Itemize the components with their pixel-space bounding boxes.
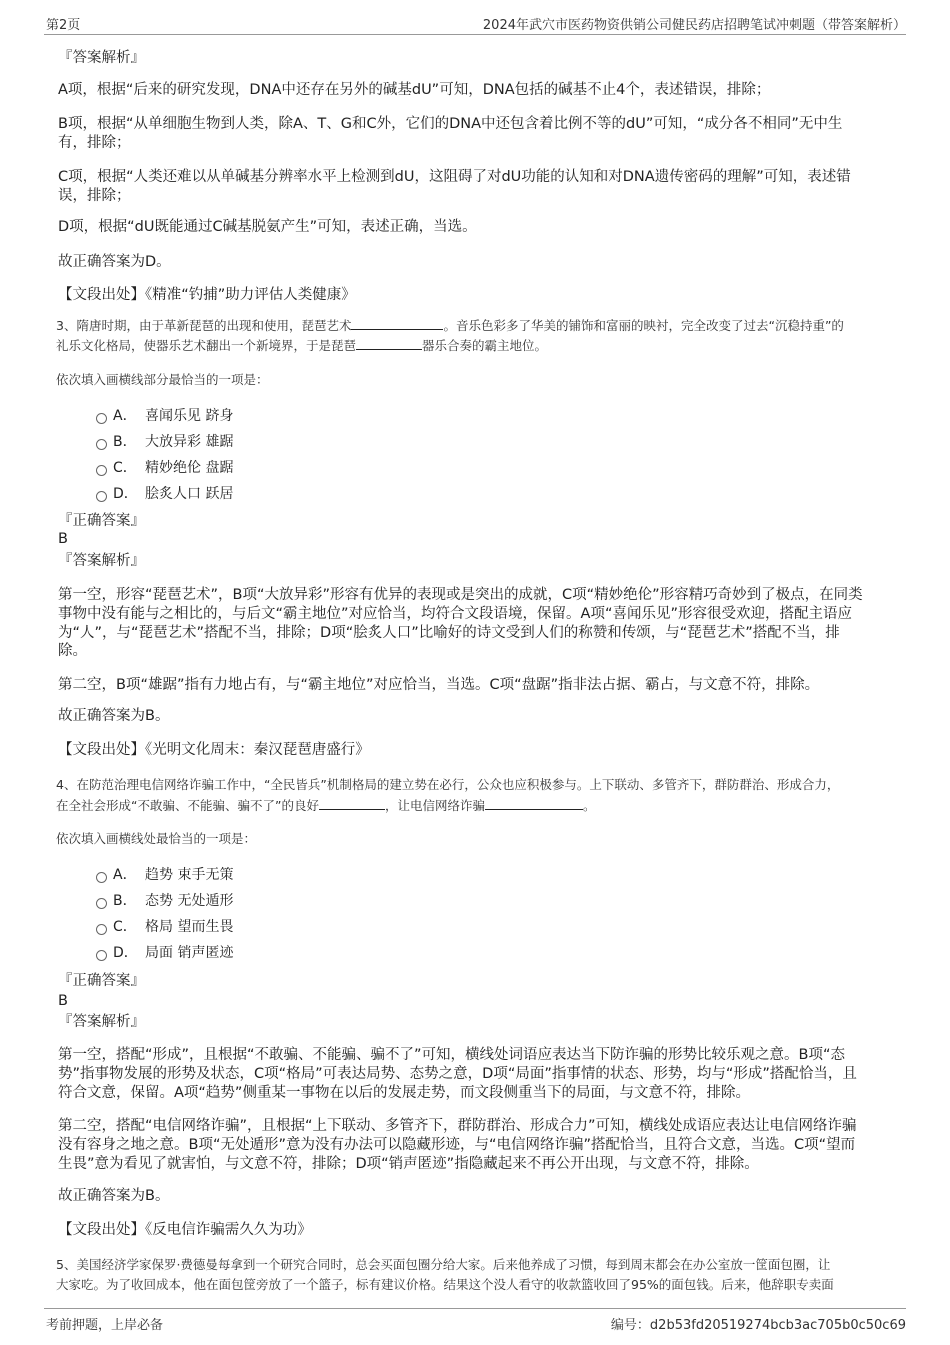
q3-answer: B bbox=[58, 531, 68, 547]
q4-analysis-p1-l1: 第一空，搭配“形成”，且根据“不敢骗、不能骗、骗不了”可知，横线处词语应表达当下防诈骗的形势比较乐观之意。B项“态 bbox=[58, 1047, 846, 1063]
q4-stem-line1: 4、在防范治理电信网络诈骗工作中，“全民皆兵”机制格局的建立势在必行，公众也应积极参与。上下联动、多管齐下，群防群治、形成合力， bbox=[56, 777, 840, 792]
q4-prompt: 依次填入画横线处最恰当的一项是： bbox=[56, 831, 257, 846]
q4-option-a[interactable]: A． 趋势 束手无策 bbox=[96, 864, 233, 884]
q4-analysis-p2-l1: 第二空，搭配“电信网络诈骗”，且根据“上下联动、多管齐下，群防群治、形成合力”可知，横线处成语应表达让电信网络诈骗 bbox=[58, 1118, 857, 1134]
radio-icon[interactable] bbox=[96, 465, 107, 476]
footer-code: 编号：d2b53fd20519274bcb3ac705b0c50c69 bbox=[610, 1318, 906, 1333]
q3-answer-heading: 『正确答案』 bbox=[58, 513, 145, 529]
q3-blank-1 bbox=[351, 315, 443, 330]
document-title: 2024年武穴市医药物资供销公司健民药店招聘笔试冲刺题（带答案解析） bbox=[482, 18, 906, 33]
q3-blank-2 bbox=[356, 335, 422, 350]
q4-source: 【文段出处】《反电信诈骗需久久为功》 bbox=[58, 1222, 312, 1238]
q3-analysis-p2: 第二空，B项“雄踞”指有力地占有，与“霸主地位”对应恰当，当选。C项“盘踞”指非法占据、霸占，与文意不符，排除。 bbox=[58, 677, 820, 693]
q4-analysis-p2-l2: 没有容身之地之意。B项“无处遁形”意为没有办法可以隐藏形迹，与“电信网络诈骗”搭配恰当，且符合文意，当选。C项“望而 bbox=[58, 1137, 856, 1153]
q2-analysis-b2: 有，排除； bbox=[58, 135, 131, 151]
q4-conclusion: 故正确答案为B。 bbox=[58, 1188, 170, 1204]
q3-analysis-heading: 『答案解析』 bbox=[58, 553, 145, 569]
q4-blank-1 bbox=[319, 795, 385, 810]
page-number: 第2页 bbox=[46, 18, 81, 33]
q4-analysis-p1-l3: 符合文意，保留。A项“趋势”侧重某一事物在以后的发展走势，而文段侧重当下的局面，与文意不符，排除。 bbox=[58, 1085, 750, 1101]
q2-analysis-a: A项，根据“后来的研究发现，DNA中还存在另外的碱基dU”可知，DNA包括的碱基不止4个，表述错误，排除； bbox=[58, 82, 771, 98]
radio-icon[interactable] bbox=[96, 872, 107, 883]
footer-slogan: 考前押题，上岸必备 bbox=[46, 1318, 164, 1333]
q5-stem-line2: 大家吃。为了收回成本，他在面包筐旁放了一个篮子，标有建议价格。结果这个没人看守的收款篮收回了95%的面包钱。后来，他辞职专卖面 bbox=[56, 1277, 834, 1292]
q4-answer-heading: 『正确答案』 bbox=[58, 973, 145, 989]
q3-source: 【文段出处】《光明文化周末：秦汉琵琶唐盛行》 bbox=[58, 742, 370, 758]
q2-source: 【文段出处】《精准“钓捕”助力评估人类健康》 bbox=[58, 287, 356, 303]
q3-analysis-p1-l4: 除。 bbox=[58, 643, 87, 659]
footer-divider bbox=[44, 1308, 906, 1309]
q3-analysis-p1-l1: 第一空，形容“琵琶艺术”，B项“大放异彩”形容有优异的表现或是突出的成就，C项“精妙绝伦”形容精巧奇妙到了极点，在同类 bbox=[58, 587, 863, 603]
q2-analysis-c2: 误，排除； bbox=[58, 188, 131, 204]
q4-option-b[interactable]: B． 态势 无处遁形 bbox=[96, 890, 233, 910]
q3-option-d[interactable]: D． 脍炙人口 跃居 bbox=[96, 483, 233, 503]
q4-analysis-heading: 『答案解析』 bbox=[58, 1014, 145, 1030]
q3-analysis-p1-l2: 事物中没有能与之相比的，与后文“霸主地位”对应恰当，均符合文段语境，保留。A项“喜闻乐见”形容很受欢迎，搭配主语应 bbox=[58, 606, 852, 622]
radio-icon[interactable] bbox=[96, 413, 107, 424]
q2-analysis-heading: 『答案解析』 bbox=[58, 50, 145, 66]
q3-prompt: 依次填入画横线部分最恰当的一项是： bbox=[56, 372, 269, 387]
q5-stem-line1: 5、美国经济学家保罗·费德曼每拿到一个研究合同时，总会买面包圈分给大家。后来他养成了习惯，每到周末都会在办公室放一筐面包圈，让 bbox=[56, 1257, 831, 1272]
radio-icon[interactable] bbox=[96, 950, 107, 961]
q3-option-a[interactable]: A． 喜闻乐见 跻身 bbox=[96, 405, 233, 425]
q3-analysis-p1-l3: 为“人”，与“琵琶艺术”搭配不当，排除；D项“脍炙人口”比喻好的诗文受到人们的称赞和传颂，与“琵琶艺术”搭配不当，排 bbox=[58, 625, 840, 641]
q2-analysis-c1: C项，根据“人类还难以从单碱基分辨率水平上检测到dU，这阻碍了对dU功能的认知和对DNA遗传密码的理解”可知，表述错 bbox=[58, 169, 851, 185]
radio-icon[interactable] bbox=[96, 491, 107, 502]
q3-conclusion: 故正确答案为B。 bbox=[58, 708, 170, 724]
radio-icon[interactable] bbox=[96, 924, 107, 935]
q4-option-c[interactable]: C． 格局 望而生畏 bbox=[96, 916, 233, 936]
q2-analysis-d: D项，根据“dU既能通过C碱基脱氨产生”可知，表述正确，当选。 bbox=[58, 219, 477, 235]
radio-icon[interactable] bbox=[96, 439, 107, 450]
q3-option-b[interactable]: B． 大放异彩 雄踞 bbox=[96, 431, 233, 451]
header-divider bbox=[44, 34, 906, 35]
q4-blank-2 bbox=[485, 795, 583, 810]
radio-icon[interactable] bbox=[96, 898, 107, 909]
q3-stem-line1: 3、隋唐时期，由于革新琵琶的出现和使用，琵琶艺术 。音乐色彩多了华美的铺饰和富丽的映衬，完全改变了过去“沉稳持重”的 bbox=[56, 315, 844, 336]
q4-analysis-p2-l3: 生畏”意为看见了就害怕，与文意不符，排除；D项“销声匿迹”指隐藏起来不再公开出现，与文意不符，排除。 bbox=[58, 1156, 759, 1172]
q3-option-c[interactable]: C． 精妙绝伦 盘踞 bbox=[96, 457, 233, 477]
q2-conclusion: 故正确答案为D。 bbox=[58, 254, 171, 270]
q4-option-d[interactable]: D． 局面 销声匿迹 bbox=[96, 942, 233, 962]
q4-stem-line2: 在全社会形成“不敢骗、不能骗、骗不了”的良好 ，让电信网络诈骗 。 bbox=[56, 795, 595, 816]
q3-stem-line2: 礼乐文化格局，使器乐艺术翻出一个新境界，于是琵琶 器乐合奏的霸主地位。 bbox=[56, 335, 547, 356]
q2-analysis-b1: B项，根据“从单细胞生物到人类，除A、T、G和C外，它们的DNA中还包含着比例不等的dU”可知，“成分各不相同”无中生 bbox=[58, 116, 843, 132]
q4-analysis-p1-l2: 势”指事物发展的形势及状态，C项“格局”可表达局势、态势之意，D项“局面”指事情的状态、形势，均与“形成”搭配恰当，且 bbox=[58, 1066, 857, 1082]
q4-answer: B bbox=[58, 993, 68, 1009]
